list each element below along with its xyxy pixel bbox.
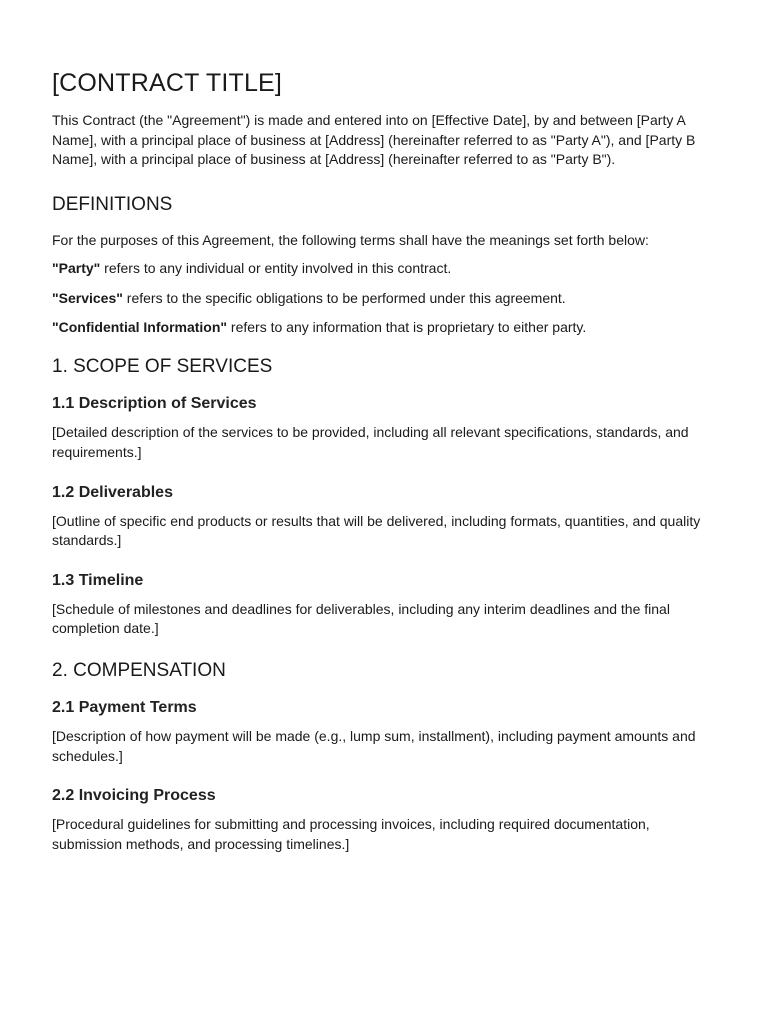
contract-page <box>52 66 718 873</box>
subsection-text: [Outline of specific end products or results that will be delivered, including formats, quantities, and quality standards.] <box>52 512 701 549</box>
intro-paragraph: This Contract (the "Agreement") is made and entered into on [Effective Date], by and between [Party A Name], with a principal place of business at [Address] (hereinafter referred to as "Party A"), and [Party B Name], with a principal place of business at [Address] (hereinafter referred to as "Party B"). <box>52 112 696 168</box>
definition-term: "Party" <box>52 260 101 277</box>
subsection-text: [Schedule of milestones and deadlines for deliverables, including any interim deadlines and the final completion date.] <box>52 600 670 637</box>
subsection-heading: 1.2 Deliverables <box>52 483 173 501</box>
definition-text: refers to any information that is proprietary to either party. <box>227 318 587 335</box>
subsection-heading: 2.1 Payment Terms <box>52 698 197 716</box>
section-heading-compensation: 2. COMPENSATION <box>52 659 226 681</box>
definition-item <box>52 318 718 338</box>
definition-item <box>52 259 718 279</box>
definition-text: refers to the specific obligations to be performed under this agreement. <box>122 289 566 306</box>
subsection-heading: 2.2 Invoicing Process <box>52 787 216 805</box>
definition-text: refers to any individual or entity involved in this contract. <box>100 260 452 277</box>
definition-term: "Services" <box>52 289 123 306</box>
subsection-text: [Detailed description of the services to be provided, including all relevant specifications, standards, and requirements.] <box>52 424 689 460</box>
contract-title: [CONTRACT TITLE] <box>52 69 283 97</box>
definition-term: "Confidential Information" <box>52 318 228 335</box>
subsection-text: [Procedural guidelines for submitting and processing invoices, including required documentation, submission methods, and processing timelines.] <box>52 816 650 852</box>
subsection-heading: 1.1 Description of Services <box>52 395 257 413</box>
definitions-heading: DEFINITIONS <box>52 193 173 215</box>
subsection-text: [Description of how payment will be made (e.g., lump sum, installment), including payment amounts and schedules.] <box>52 727 696 764</box>
section-heading-scope: 1. SCOPE OF SERVICES <box>52 356 273 378</box>
definition-item <box>52 289 718 309</box>
subsection-heading: 1.3 Timeline <box>52 571 144 589</box>
definitions-lead: For the purposes of this Agreement, the following terms shall have the meanings set forth below: <box>52 231 649 248</box>
